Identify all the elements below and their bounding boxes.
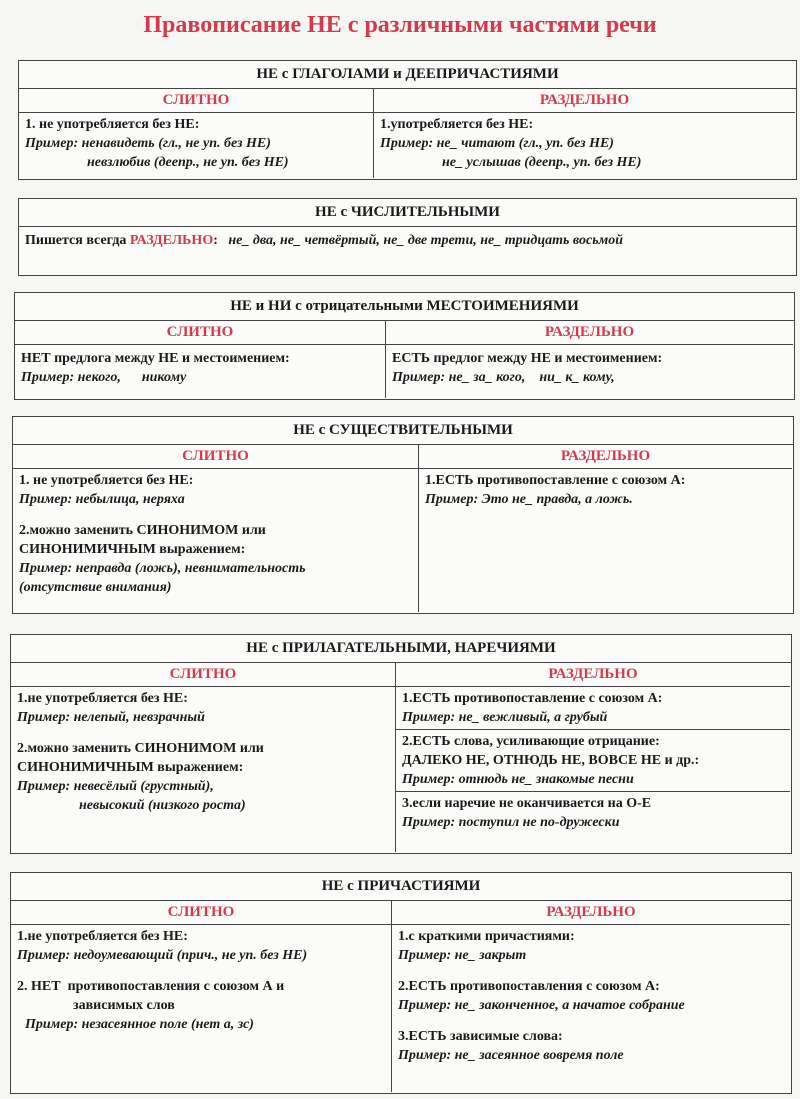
example-text: невзлюбив (деепр., не уп. без НЕ) [87, 155, 289, 170]
section-heading: НЕ и НИ с отрицательными МЕСТОИМЕНИЯМИ [15, 293, 794, 321]
section-heading: НЕ с ПРИЧАСТИЯМИ [11, 873, 791, 901]
separate-label: РАЗДЕЛЬНО [386, 321, 793, 345]
rule-text: 1. не употребляется без НЕ: [19, 473, 194, 488]
section-verbs [18, 60, 797, 180]
rule-text: СИНОНИМИЧНЫМ выражением: [17, 760, 244, 775]
section-adjectives [10, 634, 792, 854]
section-heading: НЕ с ПРИЛАГАТЕЛЬНЫМИ, НАРЕЧИЯМИ [11, 635, 791, 663]
rule-text: СИНОНИМИЧНЫМ выражением: [19, 542, 246, 557]
example-text: Пример: не_ за_ кого, ни_ к_ кому, [392, 370, 615, 385]
rule-text: 1. не употребляется без НЕ: [25, 117, 200, 132]
example-text: Пример: недоумевающий (прич., не уп. без НЕ) [17, 948, 308, 963]
example-text: Пример: небылица, неряха [19, 492, 185, 507]
page-title: Правописание НЕ с различными частями речи [143, 12, 657, 38]
example-text: не_ услышав (деепр., уп. без НЕ) [442, 155, 642, 170]
rule-text: ДАЛЕКО НЕ, ОТНЮДЬ НЕ, ВОВСЕ НЕ и др.: [402, 753, 700, 768]
rule-text: 1.не употребляется без НЕ: [17, 929, 188, 944]
example-text: Пример: Это не_ правда, а ложь. [425, 492, 633, 507]
example-text: Пример: невесёлый (грустный), [17, 779, 214, 794]
section-numerals [18, 198, 797, 276]
rule-cell [396, 729, 790, 791]
example-text: Пример: не_ читают (гл., уп. без НЕ) [380, 136, 614, 151]
rule-text: 1.не употребляется без НЕ: [17, 691, 188, 706]
separate-label: РАЗДЕЛЬНО [396, 663, 790, 687]
example-text: Пример: некого, никому [21, 370, 187, 385]
rule-text: 1.употребляется без НЕ: [380, 117, 534, 132]
together-label: СЛИТНО [13, 445, 418, 469]
example-text: Пример: поступил не по-дружески [402, 815, 620, 830]
rule-text: 1.с краткими причастиями: [398, 929, 575, 944]
rule-text: 2.ЕСТЬ противопоставления с союзом А: [398, 979, 660, 994]
rule-text: Пишется всегда [25, 233, 127, 248]
rule-text: 2. НЕТ противопоставления с союзом А и [17, 979, 285, 994]
together-label: СЛИТНО [15, 321, 385, 345]
section-heading: НЕ с ЧИСЛИТЕЛЬНЫМИ [19, 199, 796, 227]
separate-label: РАЗДЕЛЬНО [392, 901, 790, 925]
separate-word: РАЗДЕЛЬНО [129, 233, 214, 248]
rule-text: 3.ЕСТЬ зависимые слова: [398, 1029, 563, 1044]
section-participles [10, 872, 792, 1094]
example-text: Пример: ненавидеть (гл., не уп. без НЕ) [25, 136, 271, 151]
example-text: Пример: не_ вежливый, а грубый [402, 710, 608, 725]
rule-text: 2.ЕСТЬ слова, усиливающие отрицание: [402, 734, 660, 749]
rule-text: ЕСТЬ предлог между НЕ и местоимением: [392, 351, 663, 366]
example-text: Пример: не_ законченное, а начатое собрание [398, 998, 685, 1013]
example-text: Пример: отнюдь не_ знакомые песни [402, 772, 634, 787]
together-label: СЛИТНО [19, 89, 373, 113]
together-label: СЛИТНО [11, 663, 395, 687]
section-pronouns [14, 292, 795, 400]
section-heading: НЕ с СУЩЕСТВИТЕЛЬНЫМИ [13, 417, 793, 445]
example-text: Пример: нелепый, невзрачный [17, 710, 205, 725]
rule-text: 2.можно заменить СИНОНИМОМ или [19, 523, 266, 538]
example-text: не_ два, не_ четвёртый, не_ две трети, не_ тридцать восьмой [228, 233, 623, 248]
example-text: Пример: не_ засеянное вовремя поле [398, 1048, 624, 1063]
rule-cell [396, 687, 790, 729]
separate-label: РАЗДЕЛЬНО [374, 89, 795, 113]
section-heading: НЕ с ГЛАГОЛАМИ и ДЕЕПРИЧАСТИЯМИ [19, 61, 796, 89]
rule-text: 3.если наречие не оканчивается на О-Е [402, 796, 652, 811]
example-text: Пример: не_ закрыт [398, 948, 527, 963]
rule-text: 1.ЕСТЬ противопоставление с союзом А: [425, 473, 686, 488]
rule-text: НЕТ предлога между НЕ и местоимением: [21, 351, 290, 366]
separate-label: РАЗДЕЛЬНО [419, 445, 792, 469]
rule-cell [396, 791, 790, 834]
example-text: невысокий (низкого роста) [79, 798, 246, 813]
section-nouns [12, 416, 794, 614]
rule-text: 1.ЕСТЬ противопоставление с союзом А: [402, 691, 663, 706]
example-text: Пример: неправда (ложь), невнимательность [19, 561, 306, 576]
example-text: Пример: незасеянное поле (нет а, зс) [25, 1017, 254, 1032]
rule-colon: : [213, 233, 218, 248]
together-label: СЛИТНО [11, 901, 391, 925]
rule-text: зависимых слов [73, 998, 175, 1013]
rule-text: 2.можно заменить СИНОНИМОМ или [17, 741, 264, 756]
example-text: (отсутствие внимания) [19, 580, 172, 595]
